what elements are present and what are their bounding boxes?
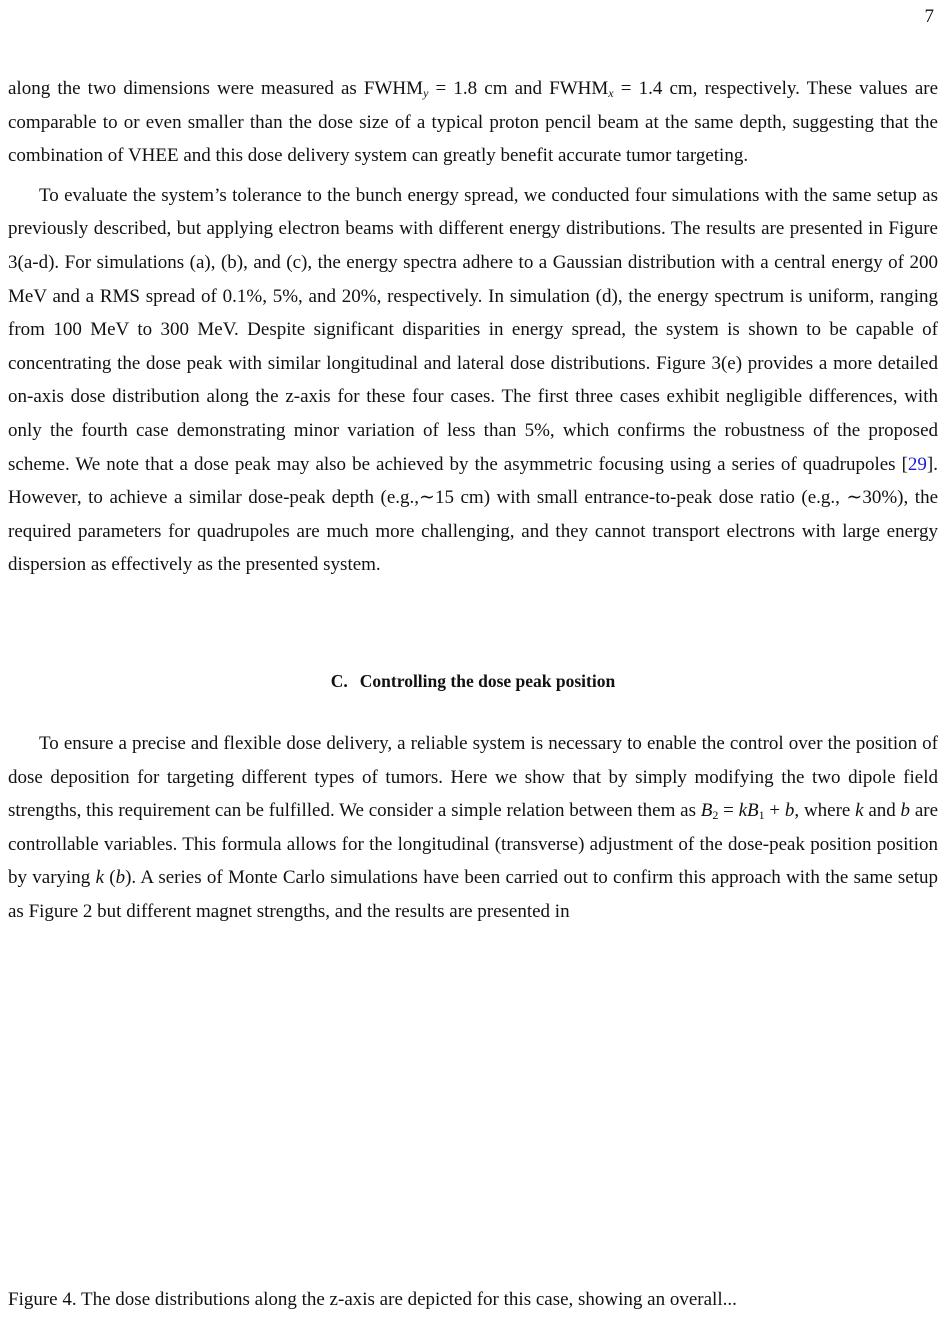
math-value: = 1.4 (613, 78, 663, 99)
math-symbol: b (115, 867, 126, 889)
text-segment: cm, respectively. These values are comparable to or even smaller than the dose size of a typical proton pencil beam at the same depth, suggesting that the combination of VHEE and this dose delivery system can greatly benefit accurate tumor targeting. (8, 78, 939, 167)
subscript: y (423, 86, 429, 100)
text-segment: To ensure a precise and flexible dose delivery, a reliable system is necessary to enable the control over the position of dose deposition for targeting different types of tumors. Here we show that by simply modifying the two dipole field strengths, this requirement can be fulfilled. We consider a simple relation between them as (8, 732, 938, 822)
math-symbol: B (700, 800, 713, 822)
math-symbol: k (855, 800, 864, 822)
math-symbol: k (95, 867, 105, 889)
page-body (8, 72, 938, 928)
text-segment: are controllable variables. This formula allows for the longitudinal (transverse) adjustment of the dose-peak position position by varying (8, 800, 939, 889)
math-operator: = (718, 800, 739, 822)
math-symbol: b (784, 800, 795, 822)
text-segment: along the two dimensions were measured as FWHM (8, 78, 424, 99)
page-number: 7 (924, 6, 934, 27)
text-segment: ( (104, 867, 116, 889)
subscript: x (608, 86, 614, 100)
section-title: Controlling the dose peak position (359, 670, 616, 691)
paragraph-energy-spread (8, 179, 938, 582)
text-segment: ]. However, to achieve a similar dose-peak depth (e.g.,∼15 cm) with small entrance-to-peak dose ratio (e.g., ∼30%), the required parameters for quadrupoles are much more challenging, and they cannot transport electrons with large energy dispersion as effectively as the presented system. (8, 453, 938, 576)
text-segment: cm and FWHM (477, 78, 609, 99)
math-operator: + (764, 800, 785, 822)
subscript: 2 (712, 808, 719, 823)
citation-link[interactable]: 29 (907, 453, 927, 475)
section-label: C. (330, 670, 348, 691)
section-heading (8, 670, 938, 692)
math-symbol: b (900, 800, 911, 822)
paragraph-dose-control (8, 727, 938, 929)
math-value: = 1.8 (428, 78, 478, 99)
paragraph-fwhm (8, 72, 938, 173)
math-symbol: kB (738, 800, 759, 822)
text-segment: To evaluate the system’s tolerance to the bunch energy spread, we conducted four simulations with the same setup as previously described, but applying electron beams with different energy distributions. The results are presented in Figure 3(a-d). For simulations (a), (b), and (c), the energy spectra adhere to a Gaussian distribution with a central energy of 200 MeV and a RMS spread of 0.1%, 5%, and 20%, respectively. In simulation (d), the energy spectrum is uniform, ranging from 100 MeV to 300 MeV. Despite significant disparities in energy spread, the system is shown to be capable of concentrating the dose peak with similar longitudinal and lateral dose distributions. Figure 3(e) provides a more detailed on-axis dose distribution along the z-axis for these four cases. The first three cases exhibit negligible differences, with only the fourth case demonstrating minor variation of less than 5%, which confirms the robustness of the proposed scheme. We note that a dose peak may also be achieved by the asymmetric focusing using a series of quadrupoles [ (8, 184, 938, 475)
subscript: 1 (758, 808, 765, 823)
cut-off-line: Figure 4. The dose distributions along the z-axis are depicted for this case, showing an overall... (8, 1289, 737, 1310)
text-segment: , where (794, 800, 856, 822)
text-segment: and (863, 800, 901, 822)
text-segment: ). A series of Monte Carlo simulations have been carried out to confirm this approach with the same setup as Figure 2 but different magnet strengths, and the results are presented in (8, 867, 938, 922)
